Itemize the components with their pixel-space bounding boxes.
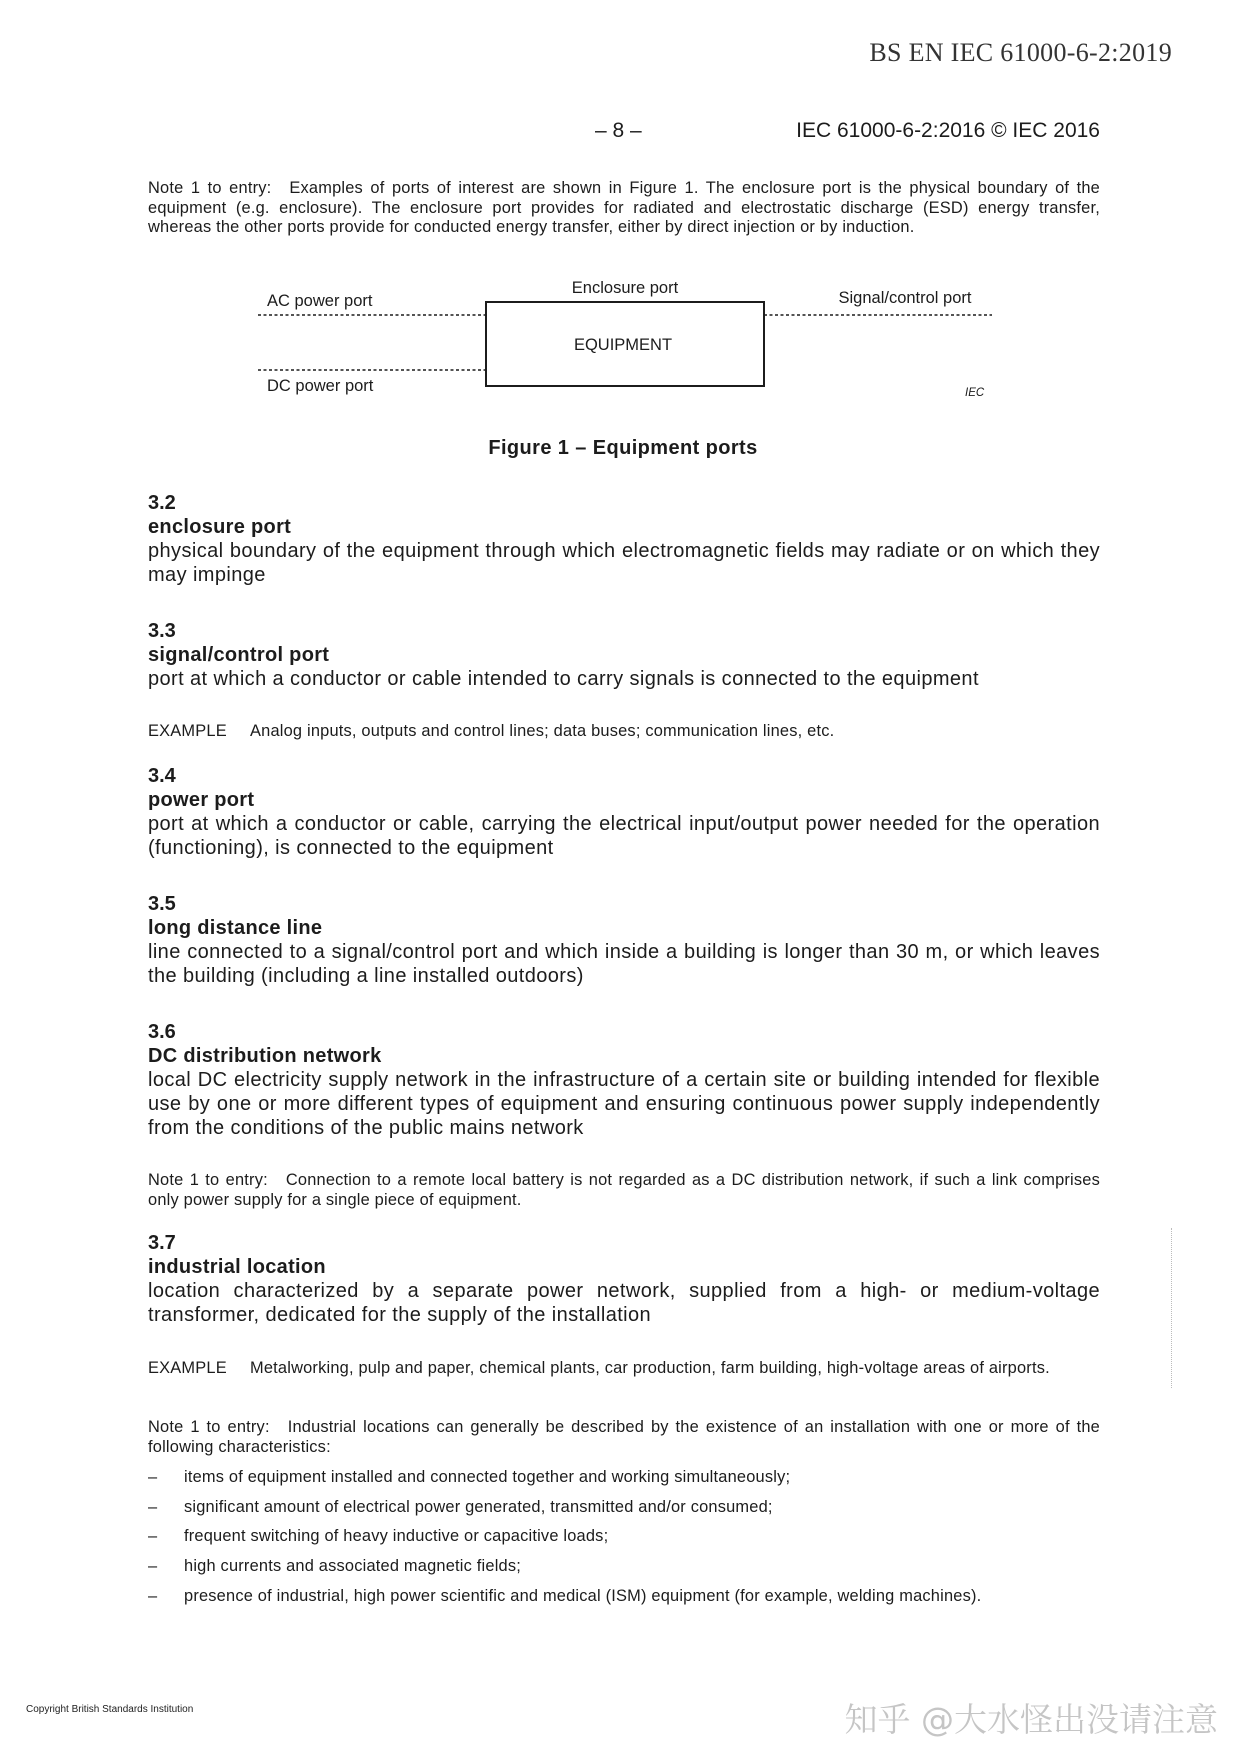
list-item: – significant amount of electrical power generated, transmitted and/or consumed; bbox=[148, 1498, 773, 1516]
entry-number: 3.2 bbox=[148, 492, 176, 514]
intro-note-lead: Note 1 to entry: bbox=[148, 179, 272, 197]
entry-term: signal/control port bbox=[148, 644, 330, 666]
list-item: – high currents and associated magnetic fields; bbox=[148, 1557, 521, 1575]
dc-power-port-label: DC power port bbox=[267, 377, 374, 395]
entry-definition: port at which a conductor or cable intended to carry signals is connected to the equipment bbox=[148, 668, 979, 690]
entry-number: 3.4 bbox=[148, 765, 176, 787]
entry-definition: location characterized by a separate power network, supplied from a high- or medium-voltage transformer, dedicated for the supply of the installation bbox=[148, 1280, 1100, 1326]
entry-number: 3.6 bbox=[148, 1021, 176, 1043]
example-lead: EXAMPLE bbox=[148, 1359, 227, 1377]
entry-term: DC distribution network bbox=[148, 1045, 382, 1067]
equipment-ports-diagram bbox=[0, 270, 1240, 400]
intro-note bbox=[148, 179, 1100, 238]
entry-3-7-example bbox=[148, 1359, 1100, 1379]
entry-3-3 bbox=[148, 619, 1100, 691]
watermark: 知乎 @大水怪出没请注意 bbox=[844, 1700, 1218, 1739]
enclosure-port-label: Enclosure port bbox=[571, 279, 679, 297]
note-text: Industrial locations can generally be described by the existence of an installation with one or more of the following characteristics: bbox=[148, 1418, 1100, 1456]
example-text: Analog inputs, outputs and control lines; data buses; communication lines, etc. bbox=[250, 722, 835, 740]
entry-definition: local DC electricity supply network in the infrastructure of a certain site or building intended for flexible use by one or more different types of equipment and ensuring continuous power supply independently from the conditions of the public mains network bbox=[148, 1069, 1100, 1139]
entry-3-7-note bbox=[148, 1418, 1100, 1457]
entry-number: 3.5 bbox=[148, 893, 176, 915]
entry-3-5 bbox=[148, 892, 1100, 988]
margin-scan-mark bbox=[1171, 1228, 1174, 1388]
entry-3-7 bbox=[148, 1231, 1100, 1327]
equipment-label: EQUIPMENT bbox=[573, 336, 673, 354]
example-text: Metalworking, pulp and paper, chemical plants, car production, farm building, high-voltage areas of airports. bbox=[250, 1359, 1050, 1377]
entry-term: enclosure port bbox=[148, 516, 292, 538]
note-lead: Note 1 to entry: bbox=[148, 1171, 268, 1189]
note-lead: Note 1 to entry: bbox=[148, 1418, 270, 1436]
entry-term: long distance line bbox=[148, 917, 323, 939]
entry-3-6 bbox=[148, 1020, 1100, 1140]
entry-3-6-note bbox=[148, 1171, 1100, 1210]
list-item: – presence of industrial, high power scientific and medical (ISM) equipment (for example, welding machines). bbox=[148, 1587, 982, 1605]
entry-number: 3.7 bbox=[148, 1232, 176, 1254]
ac-power-port-label: AC power port bbox=[267, 292, 373, 310]
note-text: Connection to a remote local battery is not regarded as a DC distribution network, if such a link comprises only power supply for a single piece of equipment. bbox=[148, 1171, 1100, 1209]
figure-caption: Figure 1 – Equipment ports bbox=[488, 437, 758, 459]
entry-3-3-example bbox=[148, 722, 1100, 742]
entry-definition: port at which a conductor or cable, carrying the electrical input/output power needed for the operation (functioning), is connected to the equipment bbox=[148, 813, 1100, 859]
list-item: – items of equipment installed and connected together and working simultaneously; bbox=[148, 1468, 791, 1486]
list-item: – frequent switching of heavy inductive or capacitive loads; bbox=[148, 1527, 609, 1545]
entry-3-4 bbox=[148, 764, 1100, 860]
iec-mark: IEC bbox=[965, 387, 985, 399]
standard-id-header: BS EN IEC 61000-6-2:2019 bbox=[869, 38, 1172, 67]
page-number: – 8 – bbox=[595, 119, 642, 142]
intro-note-text: Examples of ports of interest are shown in Figure 1. The enclosure port is the physical boundary of the equipment (e.g. enclosure). The enclosure port provides for radiated and electrostatic discharge (ESD) energy transfer, whereas the other ports provide for conducted energy transfer, either by direct injection or by induction. bbox=[148, 179, 1101, 236]
example-lead: EXAMPLE bbox=[148, 722, 227, 740]
entry-term: power port bbox=[148, 789, 255, 811]
entry-term: industrial location bbox=[148, 1256, 326, 1278]
entry-number: 3.3 bbox=[148, 620, 176, 642]
entry-3-2 bbox=[148, 491, 1100, 587]
entry-definition: line connected to a signal/control port and which inside a building is longer than 30 m, or which leaves the building (including a line installed outdoors) bbox=[148, 941, 1100, 987]
entry-definition: physical boundary of the equipment through which electromagnetic fields may radiate or on which they may impinge bbox=[148, 540, 1100, 586]
document-reference: IEC 61000-6-2:2016 © IEC 2016 bbox=[796, 119, 1100, 142]
copyright-notice: Copyright British Standards Institution bbox=[26, 1704, 194, 1715]
signal-control-port-label: Signal/control port bbox=[838, 289, 972, 307]
